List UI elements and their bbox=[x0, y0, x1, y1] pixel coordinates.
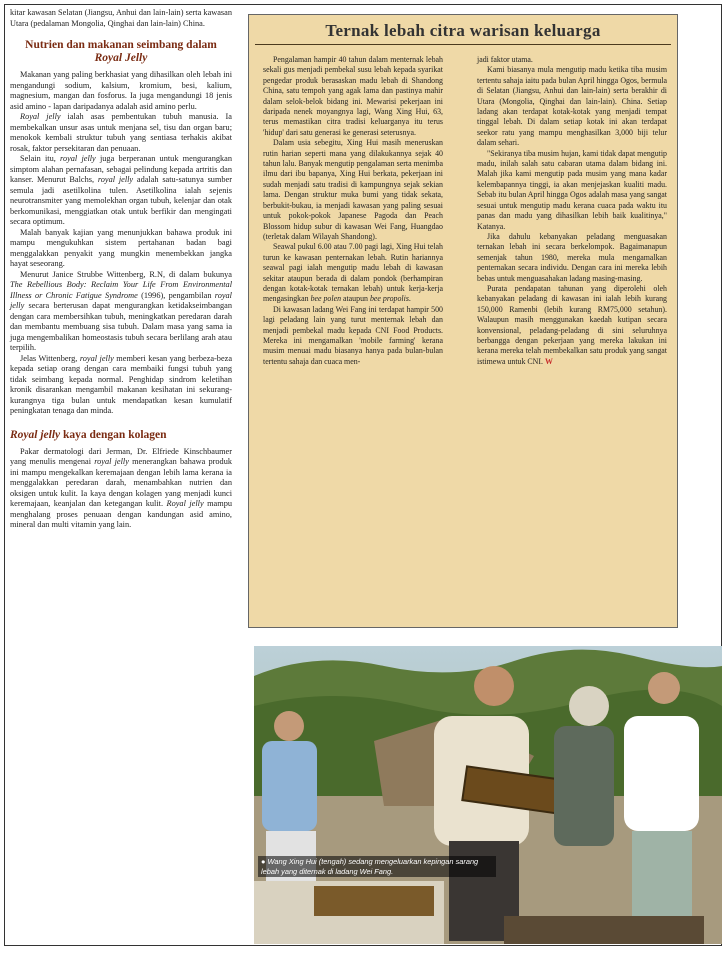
hive-comb-left bbox=[314, 886, 434, 916]
photo-caption-text: Wang Xing Hui (tengah) sedang mengeluarkan kepingan sarang lebah yang diternak di ladang Wei Fang. bbox=[261, 857, 479, 876]
beekeeper-photo bbox=[254, 646, 722, 944]
s3-a: Seawal pukul 6.00 atau 7.00 pagi lagi, Xing Hui telah turun ke kawasan penternakan lebah. Rutin hariannya seawal pagi ialah mengutip madu lebah di kawasan sekitar ataupun berada di dalam pondok (berhampiran dengan kotak-kotak ternakan lebah) untuk kerja-kerja mengasingkan bbox=[263, 242, 443, 304]
p5-b: (1996), pengambilan bbox=[137, 290, 215, 300]
heading2-text: kaya dengan kolagen bbox=[60, 428, 167, 441]
sidebar-paragraph-5: jadi faktor utama. bbox=[477, 55, 533, 64]
p7-c: mampu menghalang proses penuaan dengan kandungan asid amino, mineral dan multi vitamin yang lain. bbox=[10, 499, 232, 529]
heading1-text: Nutrien dan makanan seimbang dalam bbox=[25, 39, 217, 51]
person-right-shirt bbox=[624, 716, 699, 831]
p6-b: memberi kesan yang berbeza-beza kepada setiap orang dengan cara membaiki fungsi tubuh yang tidak seimbang kepada normal. Penghidap sindrom keletihan kronik disarankan mengambil makanan kesihatan ini sekurang-kurangnya tiga bulan untuk mendapatkan kesan kumulatif peningkatan tenaga dan minda. bbox=[10, 353, 232, 415]
photo-illustration bbox=[254, 646, 722, 944]
heading1-emphasis: Royal Jelly bbox=[94, 52, 148, 64]
p5-em2: royal jelly bbox=[10, 290, 232, 310]
sidebar-title: Ternak lebah citra warisan keluarga bbox=[325, 21, 601, 40]
paragraph-3 bbox=[10, 154, 232, 228]
sidebar-column-2 bbox=[477, 55, 667, 367]
person-right-head bbox=[648, 672, 680, 704]
photo-caption: ● Wang Xing Hui (tengah) sedang mengeluarkan kepingan sarang lebah yang diternak di ladang Wei Fang. bbox=[258, 856, 496, 877]
p5-a: Menurut Janice Strubbe Wittenberg, R.N, di dalam bukunya bbox=[20, 269, 232, 279]
p7-b: menerangkan bahawa produk ini mampu mengekalkan keremajaan dengan lebih lama kerana ia menggalakkan peredaran darah, menambahkan nutrien dan oksigen untuk kulit. Ia kaya dengan kolagen yang menjadi kunci keremajaan, keanjalan dan ketegangan kulit. bbox=[10, 457, 233, 508]
person-center-head bbox=[474, 666, 514, 706]
intro-paragraph: kitar kawasan Selatan (Jiangsu, Anhui dan lain-lain) serta kawasan Utara (pedalaman Mongolia, Qinghai dan lain-lain) China. bbox=[10, 8, 232, 28]
sidebar-paragraph-2: Dalam usia sebegitu, Xing Hui masih meneruskan rutin harian seperti mana yang dilakukannya sejak 40 tahun lalu. Banyak mengutip pengalaman serta menimba ilmu dari ibu bapanya, Xing Hui berkata, pekerjaan ini sudah menjadi satu tradisi di kampungnya sejak sekian lama. Dengan struktur muka bumi yang tidak sekata, berbukit-bukau, ia menjadi kawasan yang paling sesuai untuk pokok-pokok Japanese Pagoda dan Peach Blossom hidup subur di kawasan Wei Fang, Huangdao (terletak dalam Wilayah Shandong). bbox=[263, 138, 443, 241]
sidebar-title-rule bbox=[255, 44, 671, 45]
heading-royal-jelly-nutrients bbox=[10, 39, 232, 65]
sidebar-paragraph-3 bbox=[263, 242, 443, 304]
sidebar-column-1 bbox=[263, 55, 443, 367]
p2-em: Royal jelly bbox=[20, 112, 61, 121]
p5-book-title: The Rebellious Body: Reclaim Your Life From Environmental Illness or Chronic Fatigue Syndrome bbox=[10, 280, 232, 300]
sidebar-paragraph-1: Pengalaman hampir 40 tahun dalam menternak lebah sekali gus menjadi pembekal susu lebah kepada syarikat pengedar produk berasaskan madu lebah di Shandong China, satu tempoh yang agak lama dan pastinya mahir dalam selok-belok bidang ini. Mewarisi pekerjaan ini daripada nenek moyangnya lagi, Wang Xing Hui, 63, terus memastikan citra tradisi keluarganya itu terus 'hidup' dari satu generasi ke generasi seterusnya. bbox=[263, 55, 443, 137]
p2-text: ialah asas pembentukan tubuh manusia. Ia membekalkan unsur asas untuk menjana sel, tisu dan organ baru; menokok kembali struktur tubuh yang sentiasa terhakis akibat rosak, faktor persekitaran dan penuaan. bbox=[10, 112, 232, 153]
p6-a: Jelas Wittenberg, bbox=[20, 353, 80, 363]
p7-a: Pakar dermatologi dari Jerman, Dr. Elfriede Kinschbaumer yang menulis mengenai bbox=[10, 446, 232, 466]
s3-c: . bbox=[408, 294, 411, 304]
sidebar-paragraph-8: Jika dahulu kebanyakan peladang menguasakan ternakan lebah ini secara berkelompok. Bagaimanapun semenjak tahun 1980, mereka mula mengamalkan penternakan secara individu. Dengan cara ini mereka lebih bebas untuk menguasahakan ladang masing-masing. bbox=[477, 231, 667, 283]
person-veil-hat bbox=[569, 686, 609, 726]
paragraph-7 bbox=[10, 447, 232, 531]
sidebar-paragraph-9 bbox=[477, 284, 667, 367]
person-left-head bbox=[274, 711, 304, 741]
p5-c: secara berterusan dapat mengurangkan ketidakseimbangan dengan cara membersihkan tubuh, meningkatkan peredaran darah dan membantu membuang sisa tubuh. Dalam masa yang sama ia juga mengembalikan homeostasis tubuh secara berlilang arah atau terpilih. bbox=[10, 301, 232, 352]
s3-em2: bee propolis bbox=[369, 294, 409, 304]
sidebar-paragraph-4: Di kawasan ladang Wei Fang ini terdapat hampir 500 lagi peladang lain yang turut menternak lebah dan menjadi pembekal madu kepada CNI Food Products. Mereka ini mengamalkan 'mobile farming' kerana musim menuai madu biasanya hanya pada bulan-bulan tertentu sahaja dan cuaca men- bbox=[263, 304, 443, 366]
end-mark: W bbox=[544, 356, 553, 366]
left-article-column bbox=[10, 8, 232, 531]
paragraph-6 bbox=[10, 354, 232, 417]
heading2-emphasis: Royal jelly bbox=[10, 428, 61, 441]
paragraph-2 bbox=[10, 112, 232, 154]
p3-em2: royal jelly bbox=[97, 175, 134, 184]
paragraph-1: Makanan yang paling berkhasiat yang dihasilkan oleh lebah ini mengandungi sodium, kalsium, kromium, besi, kalium, magnesium, mangan dan fosforus. Ia juga mengandungi 18 jenis asid amino - lapan daripadanya adalah asid amino perlu. bbox=[10, 70, 232, 111]
sidebar-paragraph-7: "Sekiranya tiba musim hujan, kami tidak dapat mengutip madu, inilah salah satu cabaran utama dalam bidang ini. Malah jika kami mengutip pada musim yang mana kadar kelembapannya tinggi, ia akan menjejaskan kualiti madu. Sebab itu bulan April hingga Ogos adalah masa yang sangat sesuai untuk mengutip madu kerana cuaca pada waktu itu panas dan madu yang dihasilkan lebih baik kualitinya," Katanya. bbox=[477, 148, 667, 231]
p3-em1: royal jelly bbox=[60, 154, 96, 163]
s3-em1: bee polen bbox=[310, 294, 342, 304]
s9-text: Purata pendapatan tahunan yang diperolehi oleh kebanyakan peladang di kawasan ini ialah lebih kurang 150,000 Ramenbi (lebih kurang RM75,000 setahun). Walaupun masih menggunakan kaedah kutipan secara konvensional, peladang-peladang di sini seluruhnya berbangga dengan pekerjaan yang mereka lakukan ini kerana mereka telah membekalkan satu produk yang sangat istimewa untuk CNI. bbox=[477, 283, 667, 366]
sidebar-paragraph-6: Kami biasanya mula mengutip madu ketika tiba musim tertentu sahaja iaitu pada bulan April hingga Ogos, bermula di Selatan (Jiangsu, Anhui dan lain-lain) serta berakhir di Utara (Mongolia, Qinghai dan lain-lain). China. Setiap ladang akan terdapat kotak-kotak yang menjadi tempat tinggal lebah. Di dalam setiap kotak ini akan terdapat seekor ratu yang mampu menghasilkan 3,000 biji telur dalam sehari. bbox=[477, 65, 667, 148]
s3-b: ataupun bbox=[341, 294, 370, 304]
p7-em1: royal jelly bbox=[94, 457, 129, 466]
sidebar-box bbox=[248, 14, 678, 628]
p3-b: juga berperanan untuk mengurangkan simptom alahan pernafasan, sebagai pelindung kepada artritis dan kanser. Menurut Balchs, bbox=[10, 154, 232, 184]
hive-box-right bbox=[504, 916, 704, 944]
p3-c: adalah satu-satunya sumber semula jadi asetilkolina tulen. Asetilkolina ialah sejenis neurotransmiter yang memolekhan organ tubuh, kelenjar dan otak berkomunikasi, menggiatkan otak untuk berfikir dan mengingati secara optimum. bbox=[10, 175, 232, 226]
p6-em: royal jelly bbox=[79, 353, 114, 363]
person-veil-body bbox=[554, 726, 614, 846]
paragraph-4: Malah banyak kajian yang menunjukkan bahawa produk ini mampu mengukuhkan sistem pertahanan badan bagi menggalakkan penyakit yang mungkin menembekkan jangka hayat seseorang. bbox=[10, 227, 232, 268]
person-left-shirt bbox=[262, 741, 317, 831]
paragraph-5 bbox=[10, 270, 232, 354]
p7-em2: Royal jelly bbox=[166, 499, 204, 508]
heading-royal-jelly-collagen bbox=[10, 429, 232, 442]
p3-a: Selain itu, bbox=[20, 154, 61, 163]
